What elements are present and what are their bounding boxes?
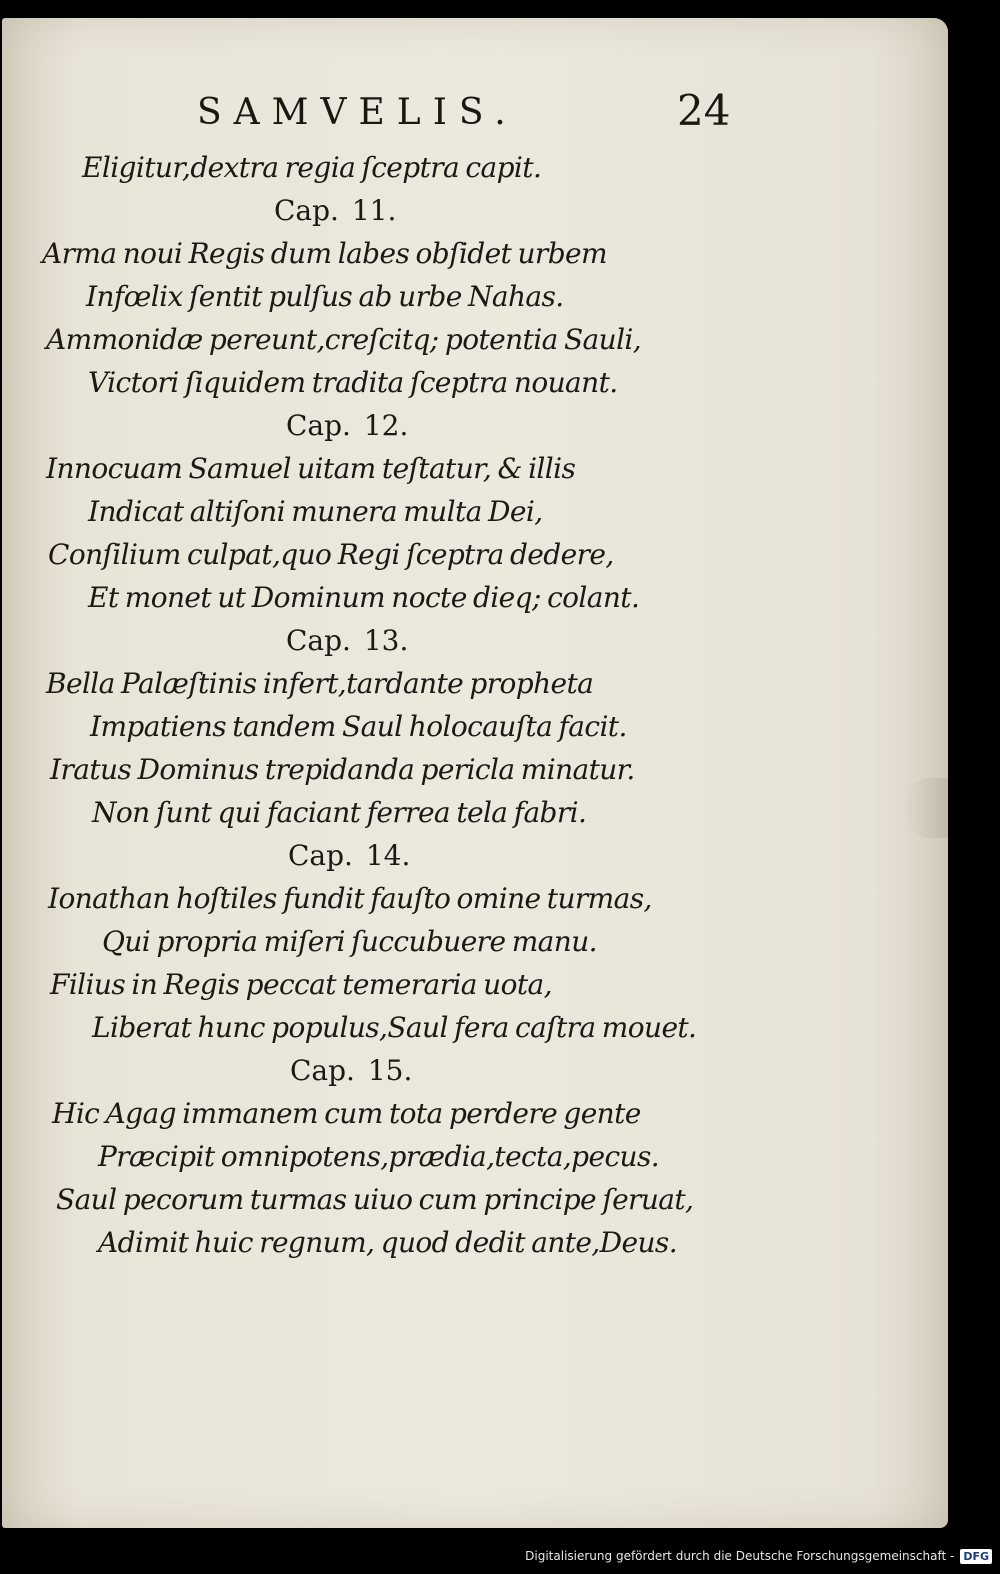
- verse-text-block: [2, 146, 948, 1264]
- running-head: [2, 78, 948, 148]
- page-number: 24: [677, 86, 731, 135]
- verse-line: Ammonidæ pereunt,creſcitq; potentia Sauli,: [46, 323, 642, 356]
- verse-line: Indicat altiſoni munera multa Dei,: [88, 495, 543, 528]
- verse-line: Filius in Regis peccat temeraria uota,: [50, 968, 552, 1001]
- chapter-heading: Cap. 14.: [288, 839, 411, 872]
- verse-line: Hic Agag immanem cum tota perdere gente: [52, 1097, 641, 1130]
- verse-line: Præcipit omnipotens,prædia,tecta,pecus.: [98, 1140, 660, 1173]
- credit-text: Digitalisierung gefördert durch die Deutsche Forschungsgemeinschaft -: [525, 1549, 955, 1563]
- verse-line: Innocuam Samuel uitam teſtatur, & illis: [46, 452, 576, 485]
- dfg-logo: DFG: [960, 1549, 992, 1564]
- verse-line: Adimit huic regnum, quod dedit ante,Deus.: [98, 1226, 677, 1259]
- book-page: [2, 18, 948, 1528]
- header-title: SAMVELIS.: [197, 92, 518, 133]
- verse-line: Ionathan hoſtiles fundit fauſto omine turmas,: [48, 882, 652, 915]
- verse-line: Conſilium culpat,quo Regi ſceptra dedere,: [48, 538, 614, 571]
- chapter-heading: Cap. 13.: [286, 624, 409, 657]
- chapter-heading: Cap. 15.: [290, 1054, 413, 1087]
- verse-line: Qui propria miſeri ſuccubuere manu.: [102, 925, 597, 958]
- digitization-credit: [525, 1546, 992, 1566]
- verse-line: Et monet ut Dominum nocte dieq; colant.: [88, 581, 640, 614]
- verse-line: Non ſunt qui faciant ferrea tela fabri.: [92, 796, 587, 829]
- verse-line: Arma noui Regis dum labes obſidet urbem: [42, 237, 607, 270]
- verse-line: Iratus Dominus trepidanda pericla minatur.: [50, 753, 635, 786]
- chapter-heading: Cap. 11.: [274, 194, 397, 227]
- chapter-heading: Cap. 12.: [286, 409, 409, 442]
- verse-line: Infœlix ſentit pulſus ab urbe Nahas.: [86, 280, 564, 313]
- verse-line: Saul pecorum turmas uiuo cum principe ſeruat,: [56, 1183, 694, 1216]
- verse-line: Impatiens tandem Saul holocauſta facit.: [90, 710, 627, 743]
- verse-line: Victori ſiquidem tradita ſceptra nouant.: [88, 366, 618, 399]
- verse-line: Eligitur,dextra regia ſceptra capit.: [82, 151, 542, 184]
- verse-line: Liberat hunc populus,Saul fera caſtra mouet.: [92, 1011, 697, 1044]
- verse-line: Bella Palæſtinis infert,tardante propheta: [46, 667, 594, 700]
